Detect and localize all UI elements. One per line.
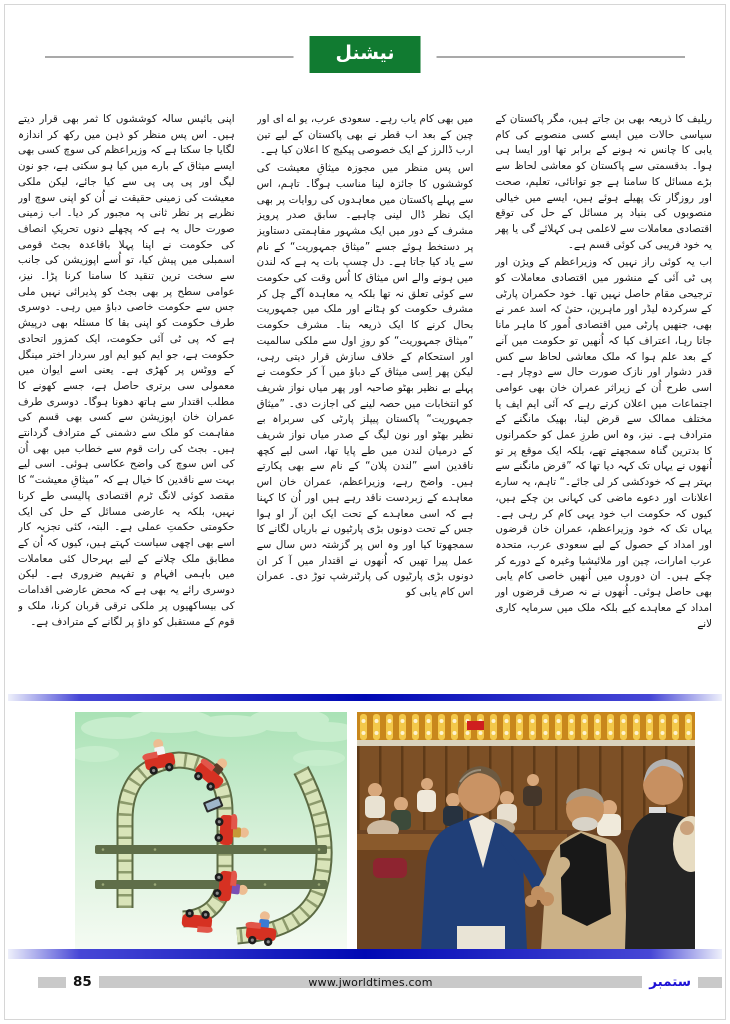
railing-ledge	[357, 740, 695, 746]
footer-left-cap	[38, 977, 66, 988]
website-text: www.jworldtimes.com	[308, 975, 433, 989]
assembly-handshake-photo	[357, 712, 695, 950]
paragraph: اب یہ کوئی راز نہیں کہ وزیراعظم کے ویژن اور پی ٹی آئی کے منشور میں اقتصادی معاملات کو ترجیحی مقام حاصل نہیں تھا۔ خود حکمران پارٹی کے سرکردہ لیڈر اور ماہرین، حتیٰ کہ اسد عمر نے بھی، جنھیں پارٹی میں اقتصادی اُمور کا ماہر مانا جاتا رہا، اعتراف کیا کہ اُنھیں تو حکومت میں آنے کے بعد علم ہوا کہ ملک معاشی لحاظ سے کس قدر دشوار اور نازک صورت حال سے دوچار ہے۔ اسی طرح اُن کے زیراثر عمران خان بھی عوامی اجتماعات میں اعلان کرتے رہے کہ آئی ایم ایف یا مختلف ممالک سے قرض لینا، بھیک مانگنے کے مترادف ہے۔ نیز، وہ اس طرزِ عمل کو حکمرانوں کا بدترین گناہ سمجھتے تھے، بلکہ ایک موقع پر تو اُنھوں نے یہاں تک کہہ دیا تھا کہ ”قرض مانگنے سے بہتر ہے کہ خودکشی کر لی جائے۔“ تاہم، یہ سارے اعلانات اور دعوے ماضی کی کہانی بن چکے ہیں، کیوں کہ حکومت اب خود یہی کام کر رہی ہے۔ یہاں تک کہ خود وزیراعظم، عمران خان قرضوں اور امداد کے حصول کے لیے سعودی عرب، متحدہ عرب امارات، چین اور ملائیشیا وغیرہ کے دورے کر چکے ہیں۔ ان دوروں میں اُنھیں خاصی کام یابی بھی حاصل ہوئی۔ اُنھوں نے نہ صرف قرضوں اور امداد کے معاہدے کیے بلکہ ملک میں سرمایہ کاری لانے	[495, 256, 712, 630]
footer-right-cap	[698, 977, 722, 988]
footer-url-bar	[99, 976, 642, 988]
article-columns	[18, 112, 712, 700]
paragraph: ریلیف کا ذریعہ بھی بن جاتے ہیں، مگر پاکستان کے سیاسی حالات میں ایسے کسی منصوبے کی کام یابی کا چانس نہ ہونے کے برابر تھا اور ایسا ہی ہوا۔ بدقسمتی سے پاکستان کو معاشی لحاظ سے بڑے مسائل کا سامنا ہے جو توانائی، تعلیم، صحت اور روزگار تک پھیلے ہوئے ہیں، ایسے میں خیالی منصوبوں کی بنیاد پر مسائل کے حل کی توقع اقتصادی معاملات سے لاعلمی ہی کہلائے گی یا پھر یہ خود فریبی کی کوئی قسم ہے۔	[495, 113, 712, 251]
article-column-middle	[257, 112, 474, 700]
blue-divider-top	[8, 694, 722, 701]
page-footer	[38, 974, 722, 990]
month-label: ستمبر	[649, 974, 691, 990]
article-column-left	[18, 112, 235, 700]
blue-divider-bottom	[8, 949, 722, 959]
article-column-right	[495, 112, 712, 700]
paragraph: میں بھی کام یاب رہے۔ سعودی عرب، یو اے ای اور چین کے بعد اب قطر نے بھی پاکستان کے لیے تین ارب ڈالرز کے ایک خصوصی پیکیج کا اعلان کیا ہے۔	[256, 113, 474, 157]
currency-rollercoaster-illustration	[75, 712, 347, 950]
section-badge: نیشنل	[310, 36, 421, 73]
paragraph: اس پس منظر میں مجوزہ میثاقِ معیشت کی کوششوں کا جائزہ لینا مناسب ہوگا۔ تاہم، اس سے پہلے پاکستان میں معاہدوں کی روایات پر بھی ایک نظر ڈال لینی چاہیے۔ سابق صدر پرویز مشرف کے دور میں ایک مشہور مفاہمتی دستاویز پر دستخط ہوئے جسے ”میثاق جمہوریت“ کے نام سے یاد کیا جاتا ہے۔ دل چسپ بات یہ ہے کہ لندن میں ہونے والے اس میثاق کا اُس وقت کی حکومت سے کوئی تعلق نہ تھا بلکہ یہ معاہدہ آگے چل کر مشرف حکومت کو ہٹانے اور ملک میں جمہوریت بحال کرنے کا ایک ذریعہ بنا۔ مشرف حکومت ”میثاق جمہوریت“ کو روزِ اول سے ملکی سالمیت اور استحکام کے خلاف سازش قرار دیتی رہی، لیکن پھر اِسی میثاق کے دباؤ میں آ کر حکومت نے پہلے بے نظیر بھٹو صاحبہ اور پھر میاں نواز شریف کو انتخابات میں حصہ لینے کی اجازت دی۔ ”میثاق جمہوریت“ پاکستان پیپلز پارٹی کی سربراہ بے نظیر بھٹو اور نون لیگ کے صدر میاں نواز شریف کے درمیان لندن میں طے پایا تھا، اسی لیے کچھ ناقدین اسے ”لندن پلان“ کے نام سے بھی پکارتے ہیں۔ واضح رہے، وزیراعظم، عمران خان اس معاہدے کے زبردست ناقد رہے ہیں اور اُن کا کہنا ہے کہ اسی معاہدے کے تحت ایک این آر او ہوا جس کے تحت دونوں بڑی پارٹیوں نے باریاں لگانے کا سمجھوتا کیا اور وہ اس پر گزشتہ دس سال سے عمل پیرا تھیں کہ اُنھوں نے اقتدار میں آ کر ان دونوں بڑی پارٹیوں کی پارٹنرشپ توڑ دی۔ عمران اس کام یابی کو	[256, 162, 474, 599]
digital-clock	[467, 721, 484, 730]
gallery-railing	[357, 712, 695, 740]
page-number: 85	[73, 974, 92, 990]
paragraph: اپنی بائیس سالہ کوششوں کا ثمر بھی قرار دیتے ہیں۔ اس پس منظر کو ذہن میں رکھ کر اندازہ لگایا جا سکتا ہے کہ وزیراعظم کی سوچ کسی بھی ایسے میثاق کے بارے میں کیا ہو سکتی ہے، جو نون لیگ اور پی پی پی سے کیا جائے، لیکن ملکی معیشت کی زمینی حقیقت نے اُن کو اپنی سوچ اور نظریے پر نظر ثانی پہ مجبور کر دیا۔ اب زمینی صورت حال یہ ہے کہ پچھلے دنوں تحریکِ انصاف کی حکومت نے اپنا پہلا باقاعدہ بجٹ قومی اسمبلی میں پیش کیا، تو اُسے اپوزیشن کی جانب سے سخت ترین تنقید کا سامنا کرنا پڑا۔ نیز، عوامی سطح پر بھی بجٹ کو پذیرائی نہیں ملی جس سے حکومت خاصی دباؤ میں رہی۔ دوسری طرف حکومت کو اپنی بقا کا مسئلہ بھی درپیش ہے کہ پی ٹی آئی حکومت، ایک کمزور اتحادی حکومت ہے، جو ایم کیو ایم اور سردار اختر مینگل کے ووٹس پر کھڑی ہے۔ یعنی اسے ایوان میں معمولی سی برتری حاصل ہے، جسے کھونے کا مطلب اقتدار سے ہاتھ دھونا ہوگا۔ دوسری طرف عمران خان اپوزیشن سے کسی بھی قسم کی مفاہمت کو ملک سے دشمنی کے مترادف گردانتے ہیں۔ بجٹ کی رات قوم سے خطاب میں بھی اُن کی اس سوچ کی واضح عکاسی ہوئی۔ اسی لیے بہت سے ناقدین کا خیال ہے کہ ”میثاقِ معیشت“ کا مقصد کوئی لانگ ٹرم اقتصادی پالیسی طے کرنا نہیں، بلکہ یہ عارضی مسائل کے حل کی ایک حکومتی حکمتِ عملی ہے۔ البتہ، کئی تجزیہ کار اسے بھی اچھی سیاست کہتے ہیں، کیوں کہ اُن کے مطابق ملک چلانے کے لیے بہرحال کئی معاملات میں باہمی افہام و تفہیم ضروری ہے۔ لیکن دوسری رائے یہ بھی ہے کہ محض عارضی اقدامات کی بیساکھیوں پر ملکی ترقی قربان کرنا، ملک و قوم کے مستقبل کو داؤ پر لگانے کے مترادف ہے۔	[17, 113, 235, 628]
section-badge-wrap	[294, 36, 437, 73]
